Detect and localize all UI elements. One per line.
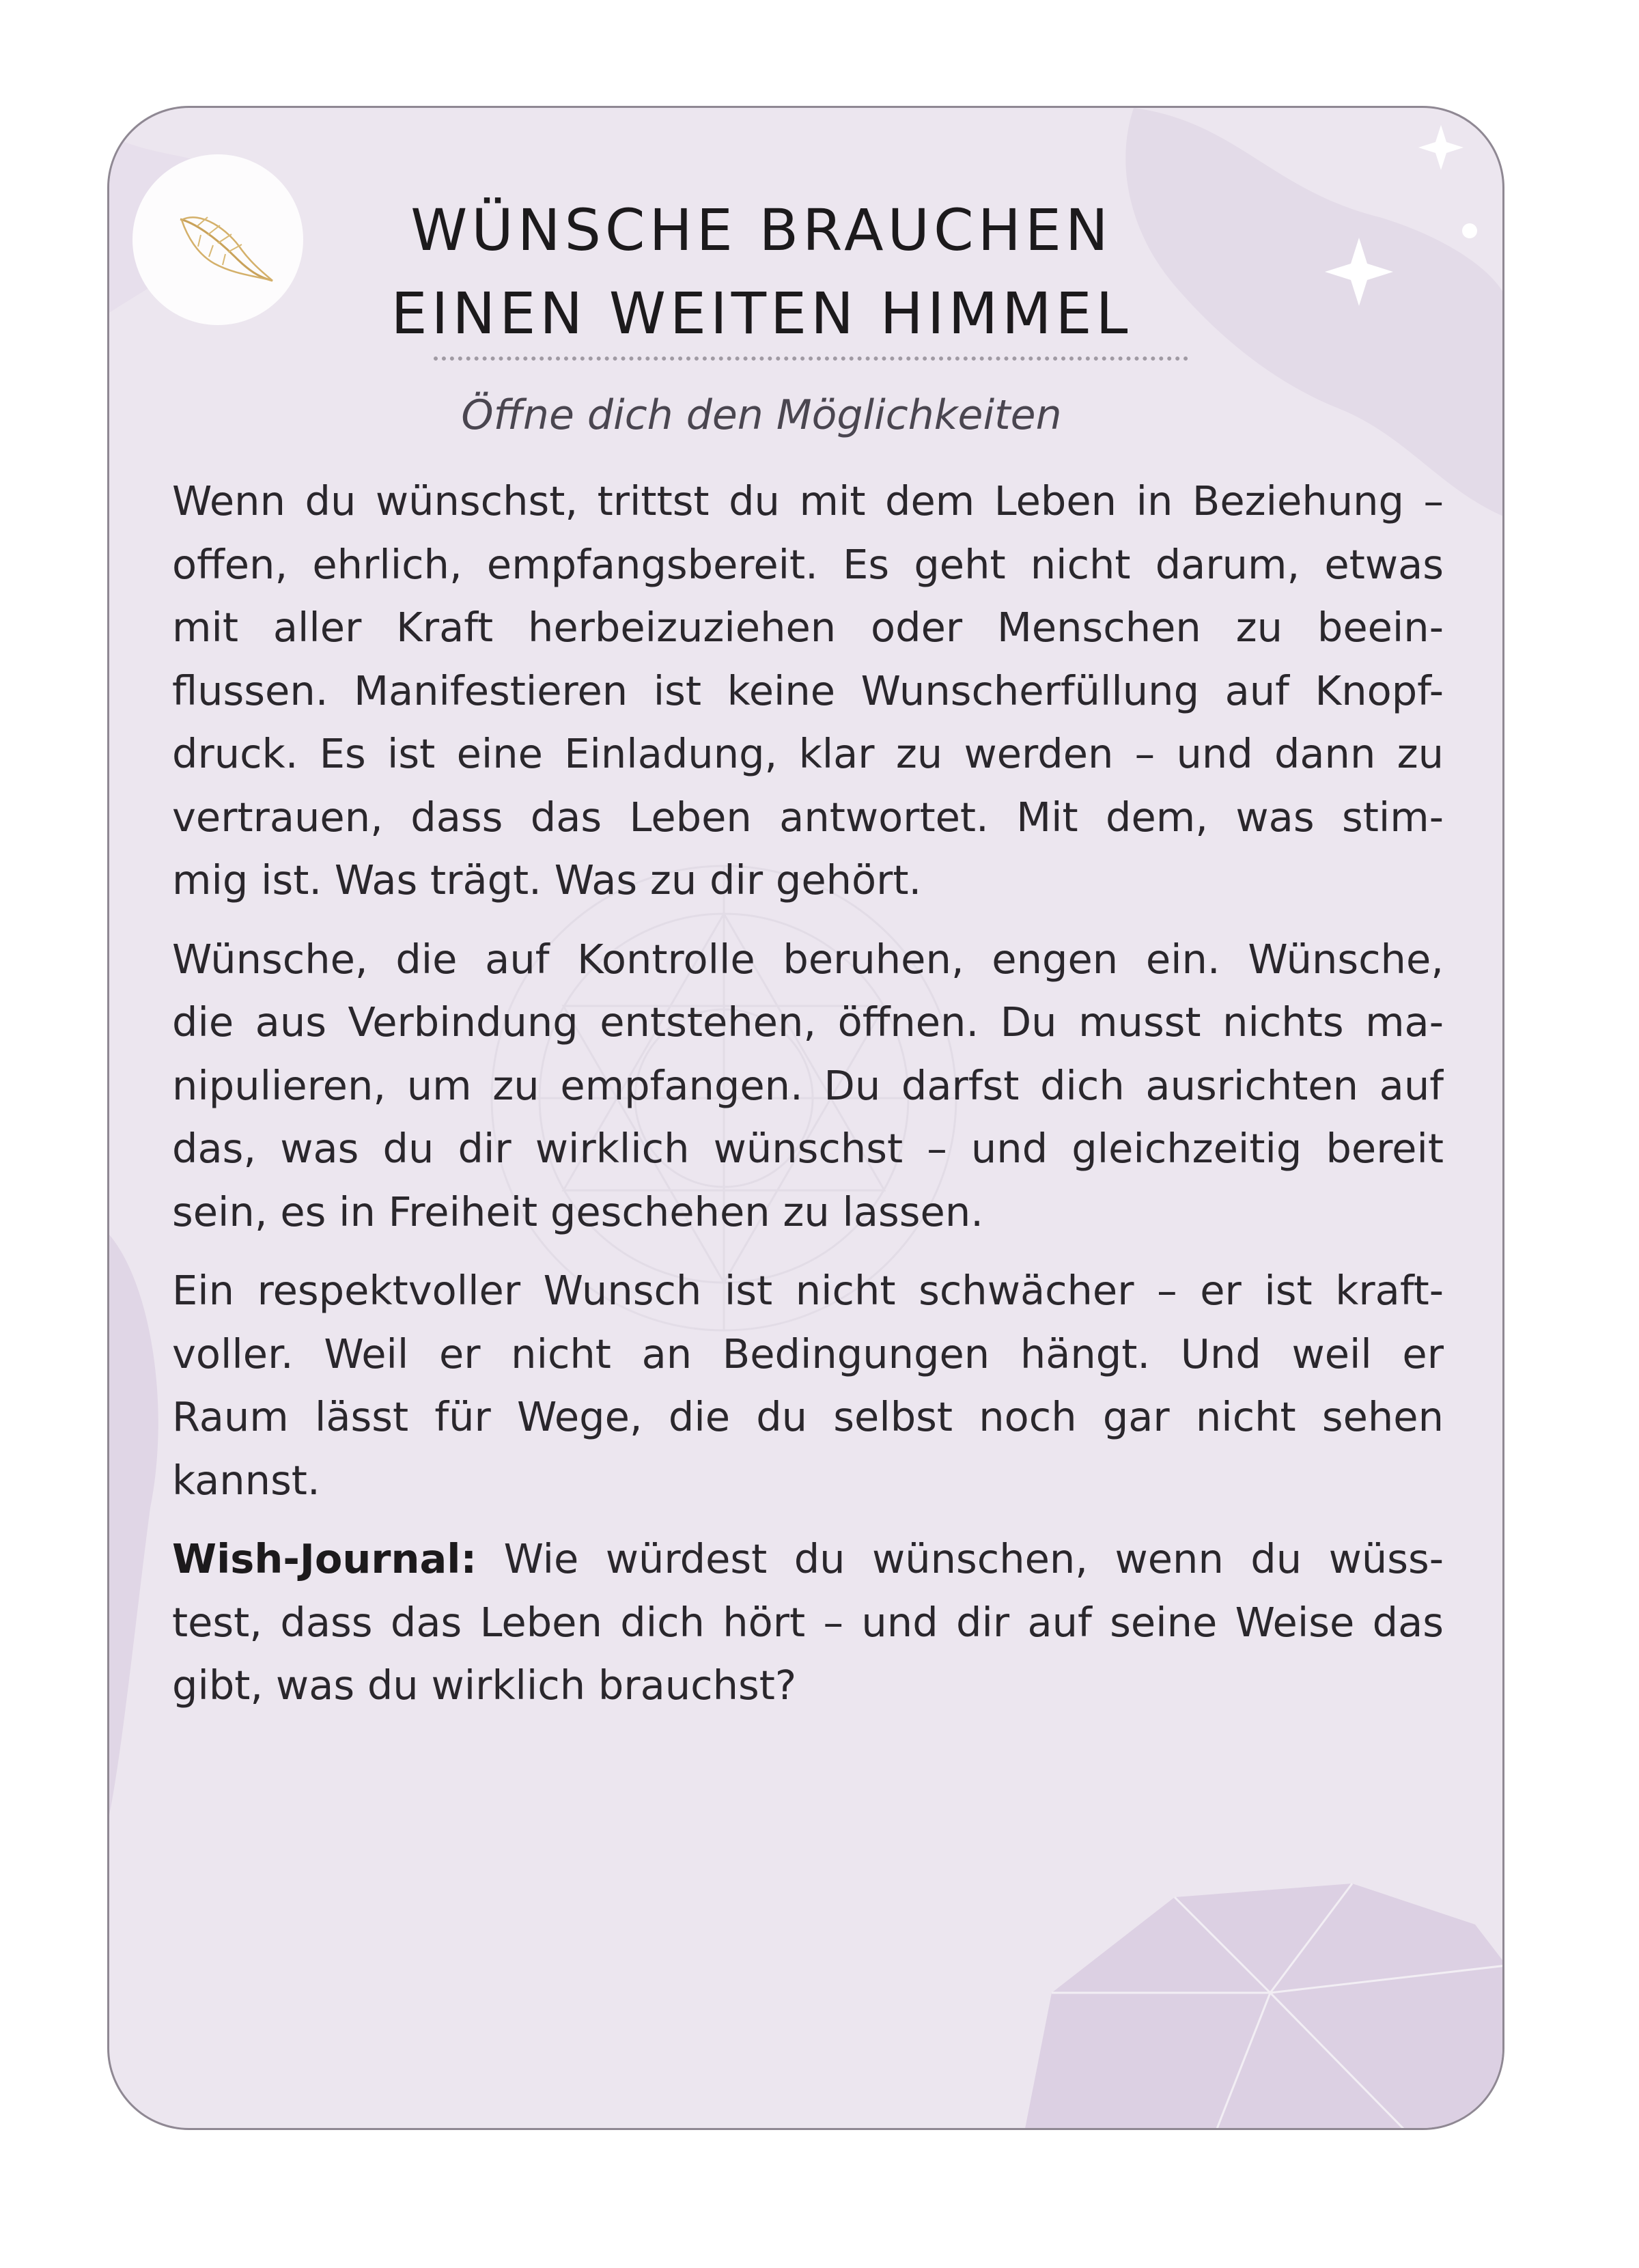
card-subtitle: Öffne dich den Möglichkeiten — [461, 391, 1062, 439]
journal-prompt — [172, 1528, 1444, 1718]
text-line: vertrauen, dass das Leben antwortet. Mit dem, was stim- — [172, 793, 1444, 841]
text-line: voller. Weil er nicht an Bedingungen hängt. Und weil er — [172, 1330, 1444, 1377]
text-line: druck. Es ist eine Einladung, klar zu werden – und dann zu — [172, 730, 1444, 777]
text-line: das, was du dir wirklich wünschst – und gleichzeitig bereit — [172, 1125, 1444, 1172]
title-line: EINEN WEITEN HIMMEL — [391, 280, 1132, 347]
text-line: mit aller Kraft herbeizuziehen oder Menschen zu beein- — [172, 604, 1444, 651]
text-line: test, dass das Leben dich hört – und dir auf seine Weise das — [172, 1598, 1444, 1646]
text-line: kannst. — [172, 1456, 320, 1504]
body-paragraph — [172, 1259, 1444, 1512]
text-line: die aus Verbindung entstehen, öffnen. Du musst nichts ma- — [172, 998, 1444, 1046]
text-line: nipulieren, um zu empfangen. Du darfst dich ausrichten auf — [172, 1061, 1444, 1109]
title-divider — [434, 356, 1188, 361]
affirmation-card — [107, 106, 1504, 2130]
text-line: offen, ehrlich, empfangsbereit. Es geht nicht darum, etwas — [172, 540, 1444, 588]
text-line: gibt, was du wirklich brauchst? — [172, 1662, 797, 1709]
journal-label: Wish-Journal: — [172, 1535, 477, 1582]
card-body — [172, 470, 1444, 1733]
watercolor-blob-left — [109, 1235, 158, 1815]
title-line: WÜNSCHE BRAUCHEN — [410, 197, 1112, 264]
text-line: sein, es in Freiheit geschehen zu lassen. — [172, 1188, 983, 1235]
card-title — [335, 188, 1188, 355]
text-line: Wünsche, die auf Kontrolle beruhen, engen ein. Wünsche, — [172, 935, 1444, 983]
text-line: mig ist. Was trägt. Was zu dir gehört. — [172, 856, 922, 904]
body-paragraph — [172, 470, 1444, 912]
feather-medallion — [132, 154, 303, 325]
text-line: Raum lässt für Wege, die du selbst noch gar nicht sehen — [172, 1393, 1444, 1440]
text-line — [172, 1528, 1444, 1591]
body-paragraph — [172, 928, 1444, 1244]
journal-text: Wie würdest du wünschen, wenn du wüss- — [477, 1535, 1444, 1582]
text-line: Ein respektvoller Wunsch ist nicht schwächer – er ist kraft- — [172, 1267, 1444, 1314]
crystal-icon — [1024, 1884, 1504, 2130]
text-line: Wenn du wünschst, trittst du mit dem Leben in Beziehung – — [172, 477, 1444, 524]
text-line: flussen. Manifestieren ist keine Wunscherfüllung auf Knopf- — [172, 667, 1444, 714]
feather-icon — [132, 154, 303, 325]
